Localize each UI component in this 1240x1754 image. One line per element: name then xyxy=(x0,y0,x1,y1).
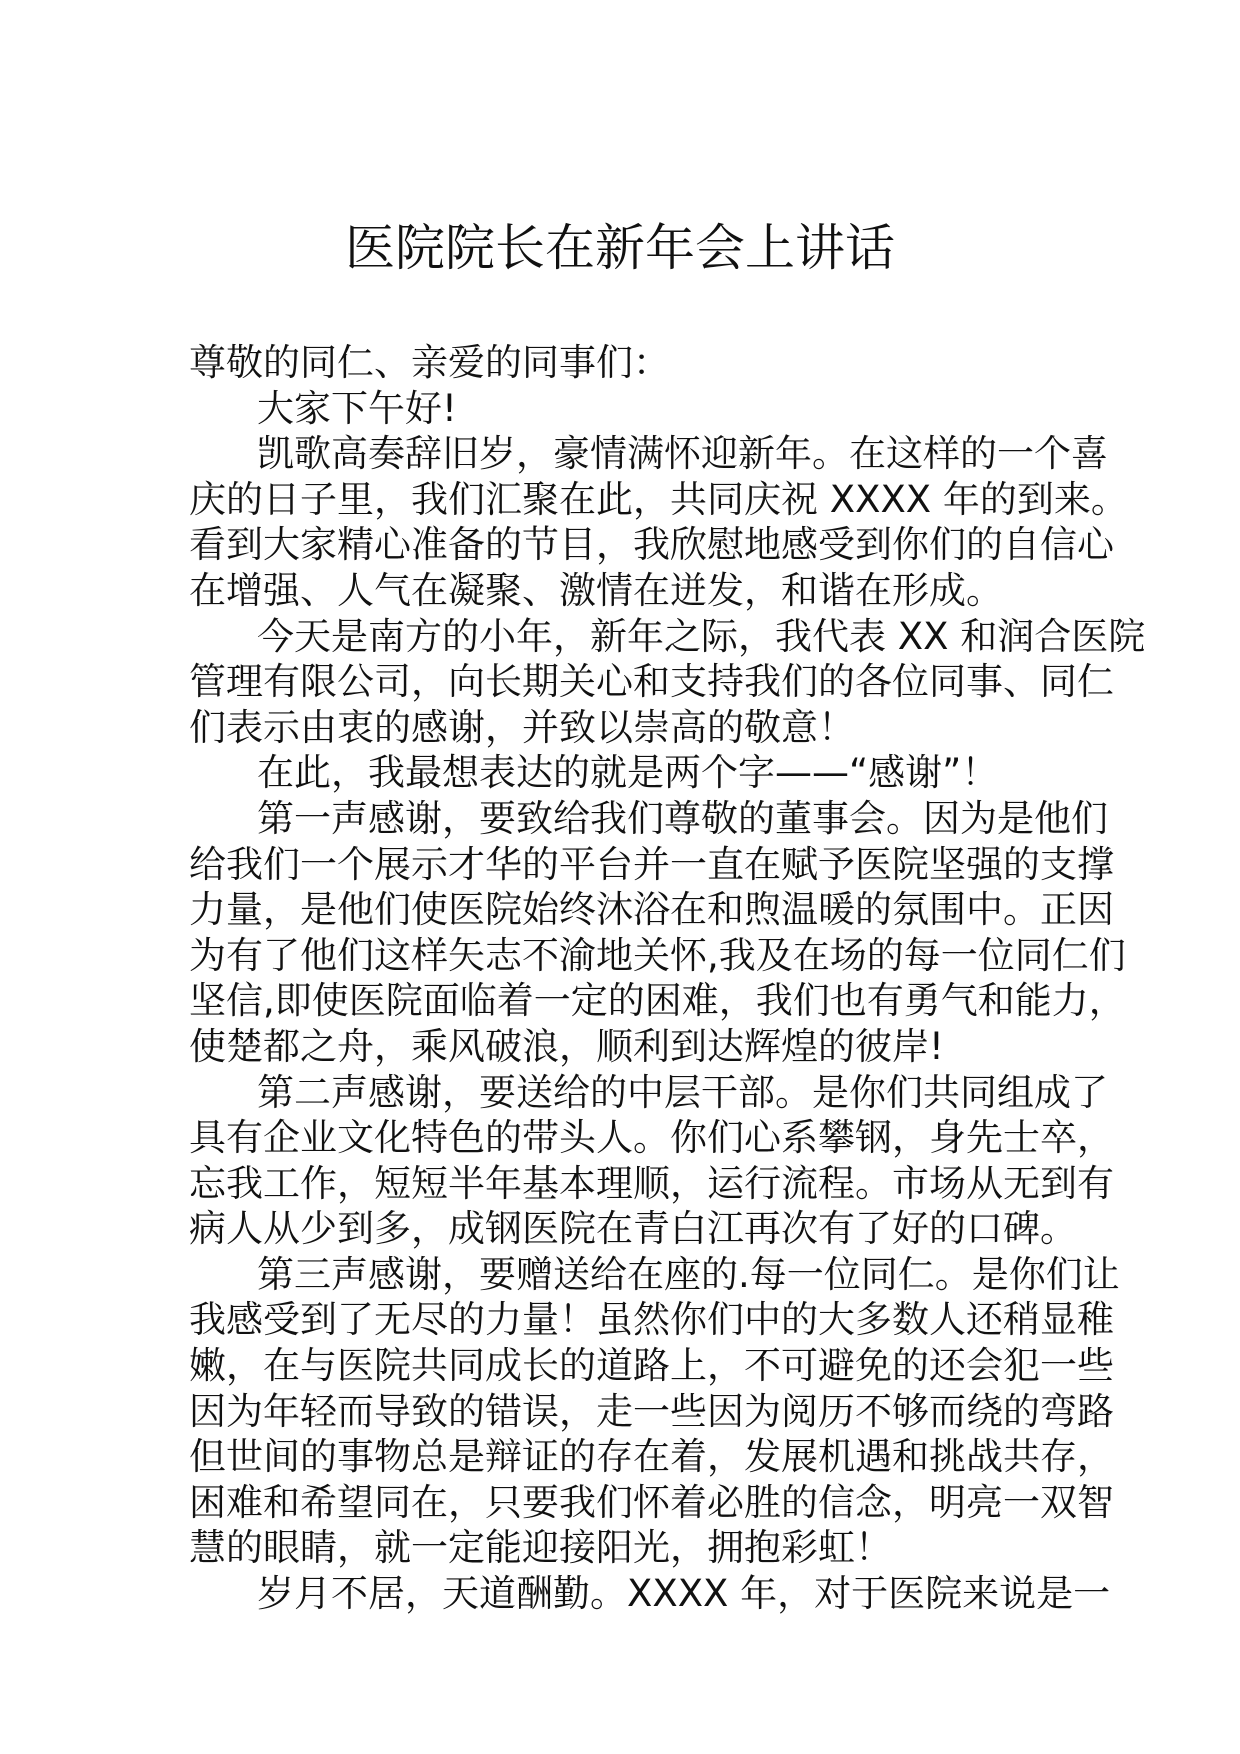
text-line: 在增强、人气在凝聚、激情在迸发，和谐在形成。 xyxy=(189,568,1003,612)
text-line: 慧的眼睛，就一定能迎接阳光，拥抱彩虹！ xyxy=(189,1526,892,1570)
text-line: 看到大家精心准备的节目，我欣慰地感受到你们的自信心 xyxy=(189,523,1114,567)
document-title: 医院院长在新年会上讲话 xyxy=(345,219,895,277)
text-line: 今天是南方的小年，新年之际，我代表 XX 和润合医院 xyxy=(257,614,1146,658)
text-line: 使楚都之舟，乘风破浪，顺利到达辉煌的彼岸! xyxy=(189,1024,944,1068)
paragraph xyxy=(189,431,1128,613)
text-line: 因为年轻而导致的错误，走一些因为阅历不够而绕的弯路 xyxy=(189,1389,1114,1433)
paragraph xyxy=(189,614,1146,751)
text-line: 为有了他们这样矢志不渝地关怀,我及在场的每一位同仁们 xyxy=(189,933,1126,977)
text-line: 管理有限公司，向长期关心和支持我们的各位同事、同仁 xyxy=(189,660,1114,704)
text-line: 凯歌高奏辞旧岁，豪情满怀迎新年。在这样的一个喜 xyxy=(257,432,1108,476)
paragraph xyxy=(189,1070,1114,1252)
text-line: 们表示由衷的感谢，并致以崇高的敬意！ xyxy=(189,705,855,749)
text-line: 力量，是他们使医院始终沐浴在和煦温暖的氛围中。正因 xyxy=(189,888,1114,932)
text-line: 第三声感谢，要赠送给在座的.每一位同仁。是你们让 xyxy=(257,1252,1120,1296)
paragraph xyxy=(189,796,1126,1070)
text-line: 坚信,即使医院面临着一定的困难，我们也有勇气和能力， xyxy=(189,979,1126,1023)
text-line: 岁月不居，天道酬勤。XXXX 年，对于医院来说是一 xyxy=(257,1572,1111,1616)
document-body xyxy=(189,340,1146,1617)
text-line: 大家下午好! xyxy=(257,386,457,430)
text-line: 忘我工作，短短半年基本理顺，运行流程。市场从无到有 xyxy=(189,1161,1114,1205)
paragraph xyxy=(189,1252,1120,1571)
paragraph xyxy=(189,1571,1111,1617)
text-line: 庆的日子里，我们汇聚在此，共同庆祝 XXXX 年的到来。 xyxy=(189,477,1128,521)
text-line: 病人从少到多，成钢医院在青白江再次有了好的口碑。 xyxy=(189,1207,1077,1251)
paragraph xyxy=(189,750,1061,796)
text-line: 在此，我最想表达的就是两个字——“感谢”！ xyxy=(257,751,999,795)
text-line: 第一声感谢，要致给我们尊敬的董事会。因为是他们 xyxy=(257,796,1108,840)
text-line: 困难和希望同在，只要我们怀着必胜的信念，明亮一双智 xyxy=(189,1480,1114,1524)
text-line: 第二声感谢，要送给的中层干部。是你们共同组成了 xyxy=(257,1070,1108,1114)
text-line: 尊敬的同仁、亲爱的同事们： xyxy=(189,341,670,384)
text-line: 嫩，在与医院共同成长的道路上，不可避免的还会犯一些 xyxy=(189,1344,1114,1388)
paragraph xyxy=(189,386,1061,432)
text-line: 具有企业文化特色的带头人。你们心系攀钢，身先士卒， xyxy=(189,1116,1114,1160)
text-line: 我感受到了无尽的力量！虽然你们中的大多数人还稍显稚 xyxy=(189,1298,1114,1342)
text-line: 给我们一个展示才华的平台并一直在赋予医院坚强的支撑 xyxy=(189,842,1114,886)
paragraph xyxy=(189,340,1061,386)
text-line: 但世间的事物总是辩证的存在着，发展机遇和挑战共存， xyxy=(189,1435,1114,1479)
